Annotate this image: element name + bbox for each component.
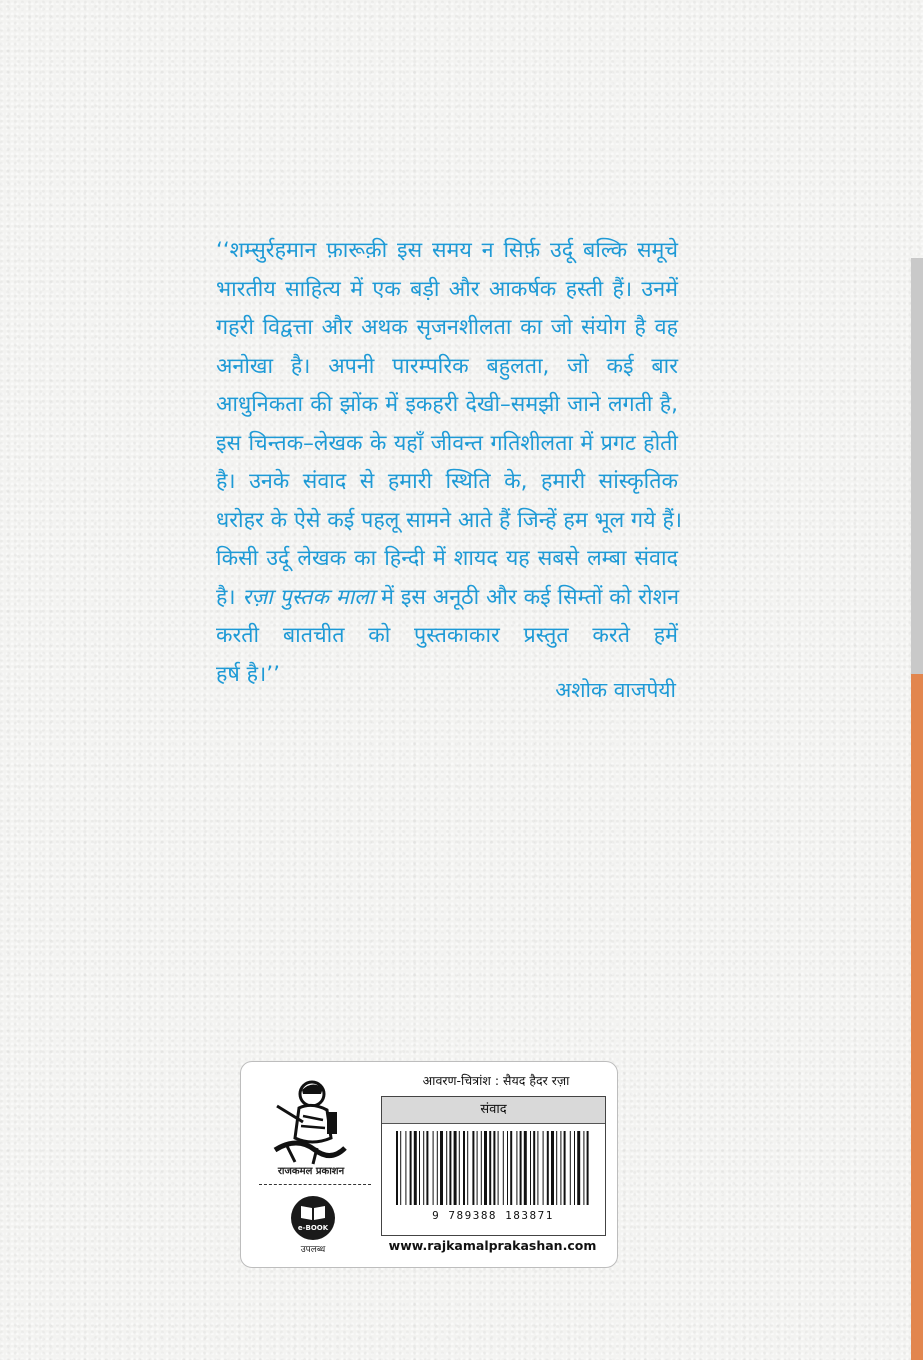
barcode-bar xyxy=(410,1131,412,1205)
barcode-bar xyxy=(433,1131,434,1205)
barcode-bar xyxy=(537,1131,538,1205)
barcode-bar xyxy=(498,1131,499,1205)
barcode-bar xyxy=(507,1131,508,1205)
barcode-bar xyxy=(437,1131,438,1205)
quote-line: करती बातचीत को पुस्तकाकार प्रस्तुत करते हमें xyxy=(216,623,678,648)
quote-line: ‘‘शम्सुर्रहमान फ़ारूक़ी इस समय न सिर्फ़ उर्दू बल्कि समूचे xyxy=(216,238,678,263)
open-book-icon xyxy=(291,1196,335,1224)
barcode-bar xyxy=(543,1131,544,1205)
quote-line: है। उनके संवाद से हमारी स्थिति के, हमारी सांस्कृतिक xyxy=(216,469,678,494)
barcode-bar xyxy=(547,1131,549,1205)
barcode-bar xyxy=(577,1131,580,1205)
quote-line: हर्ष है।’’ xyxy=(216,661,280,687)
barcode-bar xyxy=(440,1131,443,1205)
book-title: संवाद xyxy=(382,1097,605,1124)
barcode-bar xyxy=(467,1131,468,1205)
barcode-bar xyxy=(484,1131,487,1205)
barcode-bar xyxy=(423,1131,424,1205)
barcode-bar xyxy=(556,1131,557,1205)
barcode-bar xyxy=(564,1131,566,1205)
quote-line: इस चिन्तक–लेखक के यहाँ जीवन्त गतिशीलता में प्रगट होती xyxy=(216,430,678,456)
barcode-bar xyxy=(489,1131,491,1205)
cover-credit: आवरण-चित्रांश : सैयद हैदर रज़ा xyxy=(422,1073,570,1088)
publisher-website: www.rajkamalprakashan.com xyxy=(388,1238,597,1253)
quote-line: अनोखा है। अपनी पारम्परिक बहुलता, जो कई बार xyxy=(216,353,678,379)
back-cover-info-card xyxy=(240,1061,618,1268)
spine-orange-strip xyxy=(911,674,923,1360)
available-label: उपलब्ध xyxy=(300,1245,326,1255)
ebook-label: e-BOOK xyxy=(297,1224,329,1232)
barcode-bar xyxy=(426,1131,428,1205)
barcode-bar xyxy=(520,1131,522,1205)
barcode-bar xyxy=(533,1131,535,1205)
barcode-bar xyxy=(570,1131,571,1205)
quote-line: भारतीय साहित्य में एक बड़ी और आकर्षक हस्ती हैं। उनमें xyxy=(216,276,678,302)
barcode-bar xyxy=(446,1131,447,1205)
barcode-bar xyxy=(530,1131,531,1205)
barcode-bar xyxy=(574,1131,575,1205)
barcode-bar xyxy=(560,1131,561,1205)
barcode-bar xyxy=(454,1131,457,1205)
barcode-bar xyxy=(449,1131,451,1205)
isbn-barcode-box xyxy=(381,1096,606,1236)
quote-line: धरोहर के ऐसे कई पहलू सामने आते हैं जिन्हें हम भूल गये हैं। xyxy=(216,507,683,533)
quote-line: किसी उर्दू लेखक का हिन्दी में शायद यह सबसे लम्बा संवाद xyxy=(216,546,678,571)
barcode-bar xyxy=(400,1131,401,1205)
barcode-icon xyxy=(392,1131,594,1207)
publisher-name: राजकमल प्रकाशन xyxy=(277,1166,345,1177)
dashed-divider xyxy=(259,1184,371,1185)
spine-grey-strip xyxy=(911,258,923,674)
barcode-bar xyxy=(472,1131,474,1205)
barcode-bar xyxy=(463,1131,465,1205)
barcode-bar xyxy=(459,1131,460,1205)
barcode-bar xyxy=(419,1131,420,1205)
quote-line: गहरी विद्वत्ता और अथक सृजनशीलता का जो संयोग है वह xyxy=(216,315,678,340)
barcode-bar xyxy=(414,1131,417,1205)
barcode-bar xyxy=(477,1131,478,1205)
barcode-bar xyxy=(510,1131,512,1205)
barcode-bar xyxy=(396,1131,398,1205)
series-name: रज़ा पुस्तक माला xyxy=(242,584,375,610)
quote-line: आधुनिकता की झोंक में इकहरी देखी–समझी जाने लगती है, xyxy=(216,392,678,417)
blurb-quote xyxy=(216,232,683,694)
barcode-bar xyxy=(481,1131,482,1205)
barcode-bar xyxy=(516,1131,517,1205)
ebook-icon xyxy=(291,1196,335,1240)
barcode-bar xyxy=(524,1131,527,1205)
barcode-bar xyxy=(405,1131,406,1205)
barcode-bar xyxy=(493,1131,495,1205)
quote-line-series: है। रज़ा पुस्तक माला में इस अनूठी और कई सिम्तों को रोशन xyxy=(216,584,680,610)
barcode-bar xyxy=(583,1131,584,1205)
barcode-bar xyxy=(551,1131,554,1205)
barcode-bar xyxy=(503,1131,504,1205)
publisher-logo-icon xyxy=(257,1076,357,1166)
isbn-number: 9 789388 183871 xyxy=(432,1209,554,1222)
quote-author: अशोक वाजपेयी xyxy=(555,678,676,702)
barcode-bar xyxy=(587,1131,589,1205)
